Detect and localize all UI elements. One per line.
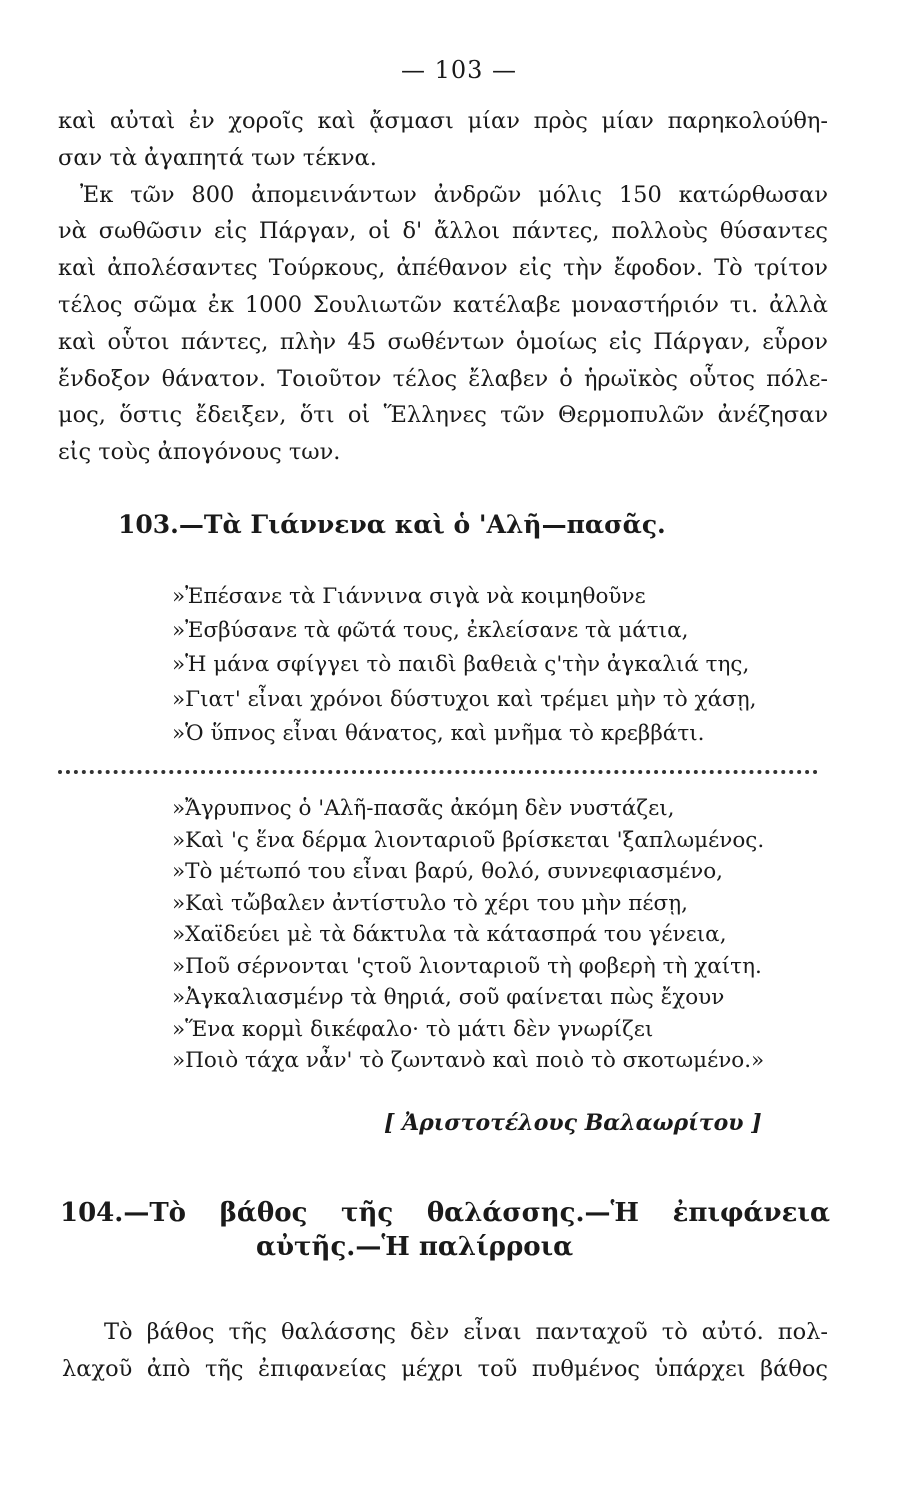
text-line: εἰς τοὺς ἀπογόνους των. [58, 439, 341, 466]
dotted-separator [58, 770, 818, 774]
verse-line: »Ἐπέσανε τὰ Γιάννινα σιγὰ νὰ κοιμηθοῦνε [172, 584, 646, 609]
verse-line: »Χαϊδεύει μὲ τὰ δάκτυλα τὰ κάτασπρά του γένεια, [172, 922, 727, 947]
verse-line: »Τὸ μέτωπό του εἶναι βαρύ, θολό, συννεφιασμένο, [172, 859, 724, 884]
verse-line: »Ἐσβύσανε τὰ φῶτά τους, ἐκλείσανε τὰ μάτια, [172, 618, 689, 644]
section-104-heading [60, 1196, 830, 1264]
heading-line: 104.—Τὸ βάθος τῆς θαλάσσης.—Ἡ ἐπιφάνεια [60, 1198, 830, 1228]
verse-line: »Καὶ 'ς ἕνα δέρμα λιονταριοῦ βρίσκεται 'ξαπλωμένος. [172, 827, 765, 853]
verse-line: »Ἕνα κορμὶ δικέφαλο· τὸ μάτι δὲν γνωρίζει [172, 1016, 654, 1042]
section-104-paragraph [62, 1314, 828, 1388]
text-line: λαχοῦ ἀπὸ τῆς ἐπιφανείας μέχρι τοῦ πυθμένος ὑπάρχει βάθος [62, 1356, 828, 1382]
text-line: τέλος σῶμα ἐκ 1000 Σουλιωτῶν κατέλαβε μοναστήριόν τι. ἀλλὰ [58, 291, 828, 318]
heading-line: αὐτῆς.—Ἡ παλίρροια [256, 1232, 574, 1262]
page-number: — 103 — [400, 56, 518, 84]
verse-line: »Ἄγρυπνος ὁ 'Αλῆ-πασᾶς ἀκόμη δὲν νυστάζει, [172, 796, 675, 821]
text-line: σαν τὰ ἀγαπητά των τέκνα. [58, 144, 377, 171]
poem-stanza-1 [172, 580, 852, 751]
text-line: καὶ ἀπολέσαντες Τούρκους, ἀπέθανον εἰς τὴν ἔφοδον. Τὸ τρίτον [58, 255, 828, 282]
text-line: Ἐκ τῶν 800 ἀπομεινάντων ἀνδρῶν μόλις 150 κατώρθωσαν [80, 181, 828, 208]
text-line: ἔνδοξον θάνατον. Τοιοῦτον τέλος ἔλαβεν ὁ ἡρωϊκὸς οὗτος πόλε- [58, 365, 828, 392]
text-line: νὰ σωθῶσιν εἰς Πάργαν, οἱ δ' ἄλλοι πάντες, πολλοὺς θύσαντες [58, 218, 828, 245]
intro-paragraph [58, 103, 828, 471]
text-line: Τὸ βάθος τῆς θαλάσσης δὲν εἶναι πανταχοῦ τὸ αὐτό. πολ- [104, 1319, 828, 1345]
verse-line: »Καὶ τὤβαλεν ἀντίστυλο τὸ χέρι του μὴν πέσῃ, [172, 890, 688, 916]
poem-attribution: [ Ἀριστοτέλους Βαλαωρίτου ] [384, 1110, 762, 1136]
section-103-heading: 103.—Τὰ Γιάννενα καὶ ὁ 'Αλῆ—πασᾶς. [118, 510, 666, 539]
verse-line: »Ποῦ σέρνονται 'ςτοῦ λιονταριοῦ τὴ φοβερὴ τὴ χαίτη. [172, 953, 762, 979]
verse-line: »Ποιὸ τάχα νἆν' τὸ ζωντανὸ καὶ ποιὸ τὸ σκοτωμένο.» [172, 1048, 765, 1073]
poem-stanza-2 [172, 793, 852, 1077]
verse-line: »Ἀγκαλιασμένρ τὰ θηριά, σοῦ φαίνεται πὼς ἔχουν [172, 985, 725, 1010]
verse-line: »Ἡ μάνα σφίγγει τὸ παιδὶ βαθειὰ ς'τὴν ἀγκαλιά της, [172, 652, 750, 678]
text-line: καὶ αὐταὶ ἐν χοροῖς καὶ ᾄσμασι μίαν πρὸς μίαν παρηκολούθη- [58, 108, 828, 134]
text-line: καὶ οὗτοι πάντες, πλὴν 45 σωθέντων ὁμοίως εἰς Πάργαν, εὗρον [58, 328, 828, 355]
verse-line: »Γιατ' εἶναι χρόνοι δύστυχοι καὶ τρέμει μὴν τὸ χάσῃ, [172, 686, 757, 712]
text-line: μος, ὅστις ἔδειξεν, ὅτι οἱ Ἕλληνες τῶν Θερμοπυλῶν ἀνέζησαν [58, 402, 828, 429]
verse-line: »Ὁ ὕπνος εἶναι θάνατος, καὶ μνῆμα τὸ κρεββάτι. [172, 720, 705, 746]
